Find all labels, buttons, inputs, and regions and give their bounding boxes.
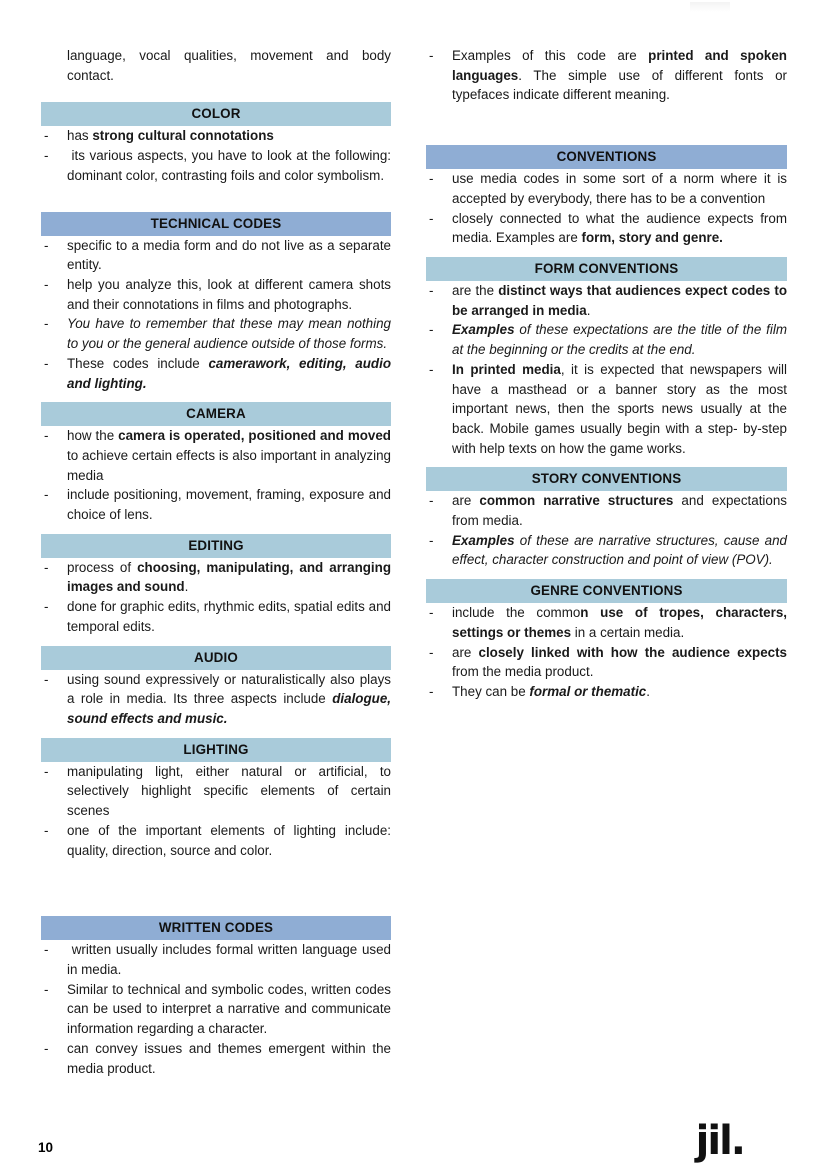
bullet-dash: - [429,644,434,660]
section-bullets-lighting [41,762,391,861]
bullet-dash: - [44,355,49,371]
bullet-dash: - [44,763,49,779]
list-item: - Examples of these are narrative structures, cause and effect, character construction and point of view (POV). [429,532,787,568]
list-item: - can convey issues and themes emergent within the media product. [44,1040,391,1076]
bullet-dash: - [429,282,434,298]
bullet-dash: - [44,237,49,253]
section-heading-written-codes: WRITTEN CODES [41,916,391,940]
bullet-dash: - [44,599,49,615]
list-item: - These codes include camerawork, editing, audio and lighting. [44,355,391,391]
bullet-dash: - [429,171,434,187]
list-item: - are closely linked with how the audience expects from the media product. [429,644,788,680]
bullet-dash: - [429,605,434,621]
left-column [0,46,414,1078]
bullet-dash: - [429,361,434,377]
list-item: - done for graphic edits, rhythmic edits, spatial edits and temporal edits. [44,599,391,634]
right-column [414,46,828,1078]
list-item: - using sound expressively or naturalistically also plays a role in media. Its three aspects include dialogue, sound effects and music. [44,671,391,727]
two-column-body [0,46,828,1078]
spacer [41,393,391,402]
spacer [41,525,391,534]
spacer [41,860,391,916]
bullet-dash: - [44,1040,49,1056]
spacer [426,458,787,467]
jil-logo: jil. [695,1118,744,1164]
page-top-artifact [690,2,730,12]
list-item: - use media codes in some sort of a norm where it is accepted by everybody, there has to be a convention [429,171,787,206]
spacer [426,105,787,145]
bullet-dash: - [44,128,49,144]
list-item: - You have to remember that these may mean nothing to you or the general audience outside of those forms. [44,316,391,352]
bullet-dash: - [44,316,49,332]
section-heading-conventions: CONVENTIONS [426,145,787,169]
list-item: - Similar to technical and symbolic codes, written codes can be used to interpret a narrative and communicate information regarding a character. [44,981,391,1037]
list-item: - In printed media, it is expected that newspapers will have a masthead or a banner story as the most important news, then the sports news usually at the back. Mobile games usually begin with a step- by-step with help texts on how the game works. [429,361,787,456]
section-bullets-editing [41,558,391,637]
bullet-dash: - [429,48,434,63]
list-item: - Examples of these expectations are the title of the film at the beginning or the credits at the end. [429,322,787,358]
spacer [41,637,391,646]
spacer [41,85,391,102]
bullet-dash: - [429,684,434,699]
list-item: - written usually includes formal written language used in media. [44,942,391,978]
section-heading-technical-codes: TECHNICAL CODES [41,212,391,236]
section-heading-genre-conventions: GENRE CONVENTIONS [426,579,787,603]
list-item: - how the camera is operated, positioned and moved to achieve certain effects is also important in analyzing media [44,428,391,483]
bullet-dash: - [44,559,49,575]
section-heading-audio: AUDIO [41,646,391,670]
spacer [426,248,787,257]
list-item: - its various aspects, you have to look at the following: dominant color, contrasting foils and color symbolism. [44,148,391,183]
bullet-dash: - [429,322,434,338]
section-bullets-written-codes [41,940,391,1078]
bullet-dash: - [429,210,434,226]
bullet-dash: - [44,487,49,503]
bullet-dash: - [44,671,49,687]
list-item: - specific to a media form and do not live as a separate entity. [44,237,391,273]
list-item: - They can be formal or thematic. [426,682,787,702]
list-item: - closely connected to what the audience expects from media. Examples are form, story and genre. [429,210,787,246]
list-item: - are common narrative structures and expectations from media. [429,493,787,529]
section-heading-lighting: LIGHTING [41,738,391,762]
spacer [41,729,391,738]
section-heading-story-conventions: STORY CONVENTIONS [426,467,787,491]
spacer [426,570,787,579]
list-item: - include the common use of tropes, characters, settings or themes in a certain media. [429,605,787,640]
list-item: - one of the important elements of lighting include: quality, direction, source and color. [44,822,391,858]
bullet-dash: - [44,276,49,292]
section-heading-camera: CAMERA [41,402,391,426]
section-heading-editing: EDITING [41,534,391,558]
section-heading-color: COLOR [41,102,391,126]
list-item: - help you analyze this, look at different camera shots and their connotations in films and photographs. [44,276,391,312]
spacer [41,186,391,212]
list-item: - include positioning, movement, framing, exposure and choice of lens. [44,487,391,523]
section-heading-form-conventions: FORM CONVENTIONS [426,257,787,281]
bullet-dash: - [44,942,49,958]
bullet-dash: - [429,493,434,509]
list-item: - Examples of this code are printed and spoken languages. The simple use of different fonts or typefaces indicate different meaning. [429,48,787,103]
section-bullets-form-conventions [426,281,787,458]
list-item: - process of choosing, manipulating, and arranging images and sound. [44,559,392,595]
left-intro-paragraph: language, vocal qualities, movement and body contact. [67,48,391,83]
bullet-dash: - [44,981,49,997]
list-item: - has strong cultural connotations [41,126,391,146]
section-bullets-conventions [426,169,787,248]
bullet-dash: - [44,822,49,838]
section-bullets-camera [41,426,391,525]
page-footer [0,1111,828,1171]
bullet-dash: - [44,148,49,164]
section-bullets-color [41,126,391,185]
section-bullets-technical-codes [41,236,391,394]
section-bullets-genre-conventions [426,603,787,702]
right-intro-bullets [426,46,787,105]
bullet-dash: - [44,428,49,444]
page-number: 10 [38,1140,54,1155]
section-bullets-audio [41,670,391,729]
list-item: - are the distinct ways that audiences expect codes to be arranged in media. [429,282,787,318]
list-item: - manipulating light, either natural or artificial, to selectively highlight specific elements of certain scenes [44,763,391,819]
bullet-dash: - [429,532,434,548]
section-bullets-story-conventions [426,491,787,570]
